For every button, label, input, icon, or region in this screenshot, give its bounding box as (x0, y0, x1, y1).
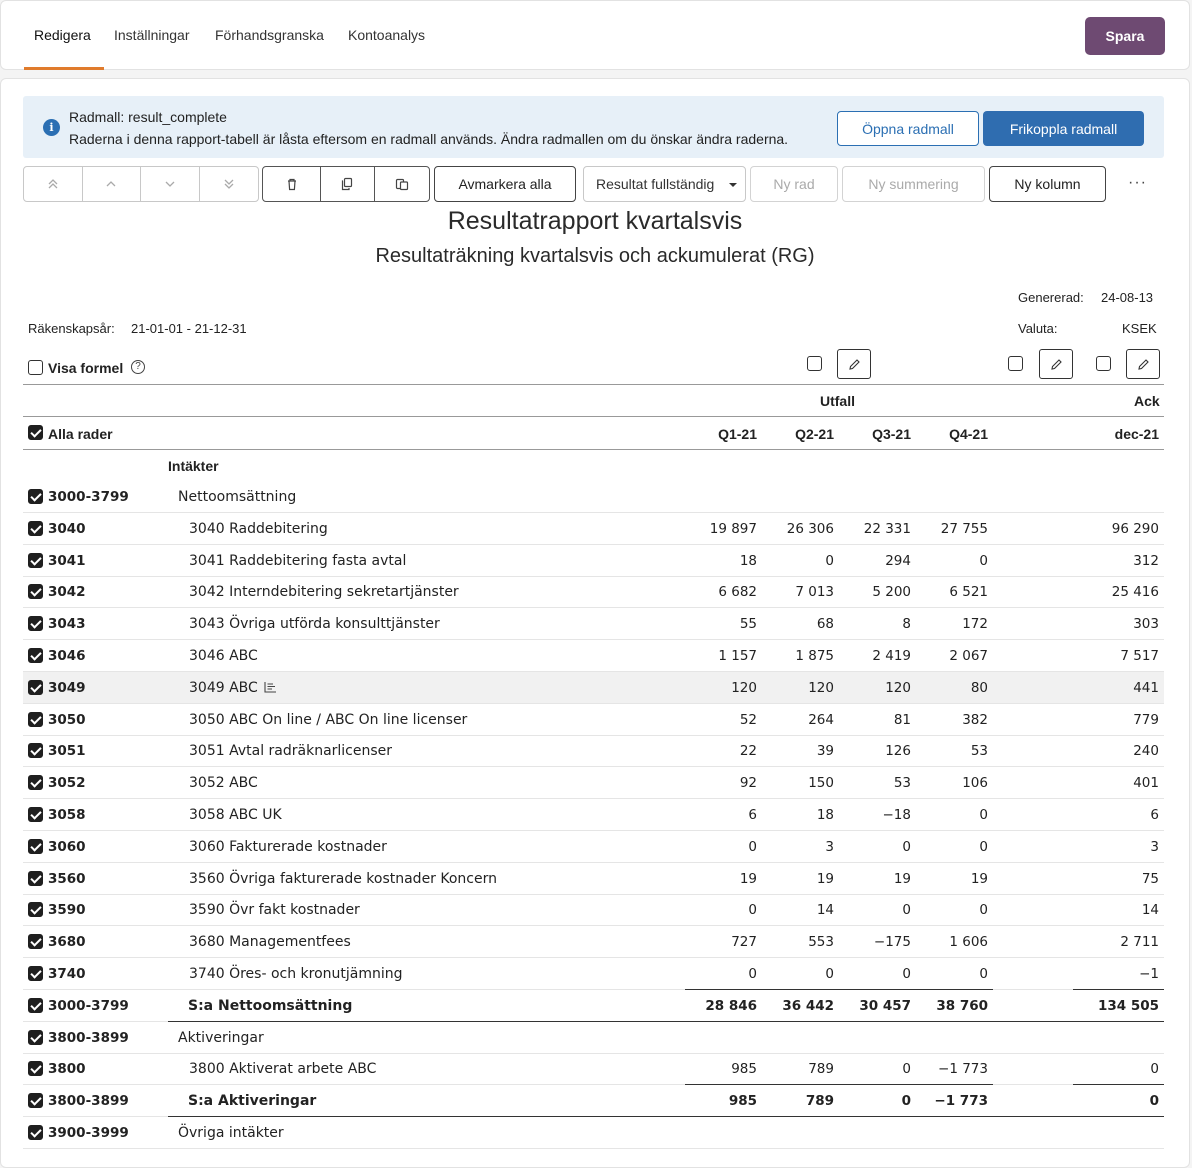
row-account-code: 3590 (48, 902, 86, 919)
currency-label: Valuta: (1018, 321, 1058, 336)
row-label: 3590 Övr fakt kostnader (189, 902, 360, 919)
row-value: 312 (1133, 552, 1159, 569)
edit-button-group (262, 166, 430, 202)
row-value: 240 (1133, 743, 1159, 760)
row-value: 150 (808, 775, 834, 792)
tab-redigera[interactable]: Redigera (34, 27, 91, 43)
row-value: 264 (808, 711, 834, 728)
copy-button[interactable] (321, 167, 374, 201)
open-template-button[interactable]: Öppna radmall (837, 111, 979, 146)
row-value: 96 290 (1111, 520, 1159, 537)
row-value: 18 (816, 807, 834, 823)
move-bottom-button[interactable] (200, 167, 259, 201)
row-value: 172 (962, 616, 988, 633)
row-label: 3560 Övriga fakturerade kostnader Koncern (189, 870, 497, 887)
show-formula-checkbox[interactable] (28, 360, 43, 375)
row-checkbox[interactable] (28, 743, 43, 758)
copy-icon (340, 177, 354, 191)
column-header-q2: Q2-21 (795, 426, 834, 442)
row-value: 0 (748, 902, 757, 919)
table-row[interactable] (23, 576, 1164, 608)
row-checkbox[interactable] (28, 553, 43, 568)
row-label: 3043 Övriga utförda konsulttjänster (189, 616, 440, 633)
row-value: 0 (902, 966, 911, 982)
row-value: 0 (748, 838, 757, 855)
paste-icon (395, 177, 409, 191)
move-top-button[interactable] (24, 167, 83, 201)
row-value: 2 419 (872, 648, 911, 664)
new-column-button[interactable]: Ny kolumn (989, 166, 1106, 202)
row-account-code: 3800-3899 (48, 1093, 129, 1110)
row-account-code: 3000-3799 (48, 997, 129, 1014)
help-icon[interactable]: ? (131, 360, 145, 374)
row-checkbox[interactable] (28, 680, 43, 695)
pencil-icon (1050, 358, 1063, 371)
row-label: 3680 Managementfees (189, 934, 351, 951)
table-row[interactable] (23, 640, 1164, 672)
edit-column-q4-button[interactable] (1039, 349, 1073, 379)
row-value: 19 (893, 870, 911, 887)
row-checkbox[interactable] (28, 521, 43, 536)
row-label: 3052 ABC (189, 775, 258, 792)
row-value: 0 (825, 966, 834, 982)
row-checkbox[interactable] (28, 1030, 43, 1045)
sum-divider (1073, 1084, 1164, 1085)
table-row[interactable] (23, 926, 1164, 958)
table-row[interactable] (23, 704, 1164, 736)
row-value: 81 (893, 711, 911, 728)
row-checkbox[interactable] (28, 489, 43, 504)
row-label: Nettoomsättning (178, 489, 297, 505)
row-value: 19 (739, 870, 757, 887)
row-label: S:a Nettoomsättning (188, 997, 353, 1014)
row-value: 7 517 (1120, 648, 1159, 664)
row-value: 22 331 (863, 520, 911, 537)
chevron-down-icon (164, 178, 176, 190)
row-value: 0 (825, 552, 834, 569)
row-value: 19 897 (709, 520, 757, 537)
row-value: 134 505 (1097, 997, 1159, 1014)
double-chevron-up-icon (47, 178, 59, 190)
tab-kontoanalys[interactable]: Kontoanalys (348, 27, 426, 43)
row-checkbox[interactable] (28, 775, 43, 790)
table-row[interactable] (23, 767, 1164, 799)
row-account-code: 3058 (48, 807, 86, 823)
row-account-code: 3043 (48, 616, 86, 633)
row-value: 14 (816, 902, 834, 919)
column-group-ack: Ack (1134, 393, 1160, 409)
banner-title: Radmall: result_complete (69, 109, 227, 125)
row-value: 106 (962, 775, 988, 792)
table-row[interactable] (23, 735, 1164, 767)
sum-divider (685, 1084, 993, 1085)
row-value: 0 (902, 1061, 911, 1078)
info-icon: i (43, 119, 60, 136)
row-value: 36 442 (782, 997, 834, 1014)
table-row[interactable] (23, 831, 1164, 863)
row-value: 727 (731, 934, 757, 951)
row-value: 53 (970, 743, 988, 760)
row-account-code: 3740 (48, 966, 86, 982)
table-row[interactable] (23, 990, 1164, 1022)
row-account-code: 3800-3899 (48, 1029, 129, 1046)
row-label: 3040 Raddebitering (189, 520, 328, 537)
row-value: 80 (970, 679, 988, 696)
row-value: 6 682 (718, 584, 757, 601)
table-row[interactable] (23, 672, 1164, 704)
tab-forhandsgranska[interactable]: Förhandsgranska (215, 27, 324, 43)
row-account-code: 3042 (48, 584, 86, 601)
row-value: 303 (1133, 616, 1159, 633)
show-formula-label: Visa formel (48, 360, 124, 376)
template-info-banner (23, 96, 1164, 158)
row-account-code: 3046 (48, 648, 86, 664)
row-value: 0 (1149, 1093, 1159, 1110)
row-template-select[interactable] (583, 166, 746, 202)
row-value: 1 875 (795, 648, 834, 664)
row-value: 0 (979, 902, 988, 919)
row-label: 3046 ABC (189, 648, 258, 664)
new-row-button[interactable]: Ny rad (750, 166, 838, 202)
banner-message: Raderna i denna rapport-tabell är låsta eftersom en radmall används. Ändra radmallen om du önskar ändra raderna. (69, 131, 789, 147)
all-rows-label: Alla rader (48, 426, 113, 442)
new-sum-button[interactable]: Ny summering (842, 166, 985, 202)
row-template-select-value: Resultat fullständig (596, 176, 715, 192)
row-value: 0 (1150, 1061, 1159, 1078)
row-value: 53 (893, 775, 911, 792)
row-value: 28 846 (705, 997, 757, 1014)
column-header-q3: Q3-21 (872, 426, 911, 442)
row-value: 30 457 (859, 997, 911, 1014)
currency-value: KSEK (1122, 321, 1157, 336)
row-checkbox[interactable] (28, 616, 43, 631)
row-checkbox[interactable] (28, 712, 43, 727)
row-value: 75 (1141, 870, 1159, 887)
row-value: 0 (902, 838, 911, 855)
header-bottom-border (23, 449, 1164, 450)
row-account-code: 3049 (48, 679, 86, 696)
select-all-rows-checkbox[interactable] (28, 425, 43, 440)
paste-button[interactable] (375, 167, 429, 201)
save-button[interactable]: Spara (1085, 17, 1165, 55)
table-row[interactable] (23, 894, 1164, 926)
row-value: 6 521 (949, 584, 988, 601)
row-value: 39 (816, 743, 834, 760)
row-label: 3041 Raddebitering fasta avtal (189, 552, 407, 569)
row-value: 27 755 (940, 520, 988, 537)
row-value: 0 (979, 807, 988, 823)
row-value: 8 (902, 616, 911, 633)
row-value: 22 (739, 743, 757, 760)
column-group-utfall: Utfall (820, 393, 855, 409)
row-value: 779 (1133, 711, 1159, 728)
deselect-all-button[interactable]: Avmarkera alla (434, 166, 576, 202)
column-header-dec: dec-21 (1114, 426, 1159, 442)
row-value: 441 (1133, 679, 1159, 696)
fiscal-year-value: 21-01-01 - 21-12-31 (131, 321, 247, 336)
row-value: 52 (739, 711, 757, 728)
row-value: 1 606 (949, 934, 988, 951)
edit-column-ack-button[interactable] (1126, 349, 1160, 379)
table-row[interactable] (23, 545, 1164, 577)
row-value: 120 (731, 679, 757, 696)
column-header-q1: Q1-21 (718, 426, 757, 442)
row-value: 3 (825, 838, 834, 855)
row-value: 294 (885, 552, 911, 569)
row-value: 55 (739, 616, 757, 633)
move-down-button[interactable] (141, 167, 200, 201)
more-icon[interactable]: ··· (1128, 174, 1147, 191)
row-value: 2 711 (1120, 934, 1159, 951)
table-top-border (23, 384, 1164, 385)
row-label: 3060 Fakturerade kostnader (189, 838, 387, 855)
row-value: 0 (979, 838, 988, 855)
row-value: 19 (816, 870, 834, 887)
row-value: 789 (805, 1093, 834, 1110)
row-label: 3058 ABC UK (189, 807, 282, 823)
row-account-code: 3050 (48, 711, 86, 728)
row-label: 3800 Aktiverat arbete ABC (189, 1061, 377, 1078)
row-value: 120 (885, 679, 911, 696)
row-label: 3051 Avtal radräknarlicenser (189, 743, 393, 760)
row-value: 2 067 (949, 648, 988, 664)
row-value: 1 157 (718, 648, 757, 664)
row-checkbox[interactable] (28, 584, 43, 599)
row-checkbox[interactable] (28, 807, 43, 822)
account-analysis-icon[interactable] (263, 680, 277, 697)
fiscal-year-label: Räkenskapsår: (28, 321, 115, 336)
row-checkbox[interactable] (28, 871, 43, 886)
row-label: S:a Aktiveringar (188, 1093, 317, 1110)
row-value: 0 (979, 552, 988, 569)
table-row[interactable] (23, 863, 1164, 895)
column-ack-checkbox[interactable] (1096, 356, 1111, 371)
row-value: 5 200 (872, 584, 911, 601)
row-checkbox[interactable] (28, 1125, 43, 1140)
row-value: 19 (970, 870, 988, 887)
row-value: 6 (1150, 807, 1159, 823)
row-value: −1 773 (934, 1093, 988, 1110)
row-value: 18 (739, 552, 757, 569)
table-row[interactable] (23, 1117, 1164, 1149)
row-value: 0 (979, 966, 988, 982)
table-row[interactable] (23, 1022, 1164, 1054)
move-up-button[interactable] (83, 167, 142, 201)
row-label: Övriga intäkter (178, 1125, 284, 1141)
column-q4-checkbox[interactable] (1008, 356, 1023, 371)
row-value: 0 (902, 902, 911, 919)
table-row[interactable] (23, 799, 1164, 831)
sum-divider (685, 989, 993, 990)
row-value: 68 (816, 616, 834, 633)
row-value: 985 (731, 1061, 757, 1078)
top-bar (0, 0, 1190, 70)
report-subtitle: Resultaträkning kvartalsvis och ackumulerat (RG) (375, 245, 815, 267)
row-account-code: 3800 (48, 1061, 86, 1078)
row-value: 985 (728, 1093, 757, 1110)
row-value: 38 760 (936, 997, 988, 1014)
pencil-icon (1137, 358, 1150, 371)
row-value: 0 (748, 966, 757, 982)
row-value: 3 (1150, 838, 1159, 855)
row-value: 120 (808, 679, 834, 696)
row-account-code: 3000-3799 (48, 489, 129, 505)
row-label: 3050 ABC On line / ABC On line licenser (189, 711, 468, 728)
generated-label: Genererad: (1018, 290, 1084, 305)
header-divider (23, 416, 1164, 417)
row-value: 26 306 (786, 520, 834, 537)
row-checkbox[interactable] (28, 966, 43, 981)
row-account-code: 3060 (48, 838, 86, 855)
active-tab-indicator (24, 67, 104, 70)
row-value: 14 (1141, 902, 1159, 919)
row-value: 92 (739, 775, 757, 792)
row-checkbox[interactable] (28, 934, 43, 949)
move-button-group (23, 166, 259, 202)
row-value: 382 (962, 711, 988, 728)
row-value: 401 (1133, 775, 1159, 792)
table-row[interactable] (23, 1053, 1164, 1085)
row-label: 3042 Interndebitering sekretartjänster (189, 584, 459, 601)
caret-down-icon (729, 183, 737, 187)
row-checkbox[interactable] (28, 902, 43, 917)
row-checkbox[interactable] (28, 648, 43, 663)
row-checkbox[interactable] (28, 998, 43, 1013)
row-account-code: 3900-3999 (48, 1125, 129, 1141)
column-header-q4: Q4-21 (949, 426, 988, 442)
row-label: 3740 Öres- och kronutjämning (189, 966, 403, 982)
pencil-icon (848, 358, 861, 371)
row-value: 25 416 (1111, 584, 1159, 601)
trash-icon (285, 177, 299, 191)
row-value: −1 (1139, 966, 1159, 982)
row-value: 553 (808, 934, 834, 951)
sum-divider (1073, 989, 1164, 990)
table-row[interactable] (23, 1085, 1164, 1117)
row-value: 0 (901, 1093, 911, 1110)
row-value: 126 (885, 743, 911, 760)
row-checkbox[interactable] (28, 1061, 43, 1076)
report-title: Resultatrapport kvartalsvis (447, 207, 743, 235)
section-label: Intäkter (168, 458, 219, 474)
row-account-code: 3680 (48, 934, 86, 951)
row-value: −175 (873, 934, 911, 951)
row-account-code: 3040 (48, 520, 86, 537)
row-value: 6 (748, 807, 757, 823)
table-row[interactable] (23, 608, 1164, 640)
edit-column-utfall-button[interactable] (837, 349, 871, 379)
row-label: Aktiveringar (178, 1029, 264, 1046)
detach-template-button[interactable]: Frikoppla radmall (983, 111, 1144, 146)
row-account-code: 3560 (48, 870, 86, 887)
row-account-code: 3052 (48, 775, 86, 792)
generated-value: 24-08-13 (1101, 290, 1154, 305)
table-row[interactable] (23, 958, 1164, 990)
row-account-code: 3051 (48, 743, 86, 760)
table-row[interactable] (23, 481, 1164, 513)
row-account-code: 3041 (48, 552, 86, 569)
row-value: −18 (882, 807, 911, 823)
table-row[interactable] (23, 513, 1164, 545)
row-value: 789 (808, 1061, 834, 1078)
row-checkbox[interactable] (28, 1093, 43, 1108)
tab-installningar[interactable]: Inställningar (114, 27, 190, 43)
row-label: 3049 ABC (189, 679, 258, 696)
row-value: 7 013 (795, 584, 834, 601)
row-checkbox[interactable] (28, 839, 43, 854)
delete-button[interactable] (263, 167, 321, 201)
column-group-utfall-checkbox[interactable] (807, 356, 822, 371)
double-chevron-down-icon (223, 178, 235, 190)
row-value: −1 773 (938, 1061, 988, 1078)
chevron-up-icon (105, 178, 117, 190)
